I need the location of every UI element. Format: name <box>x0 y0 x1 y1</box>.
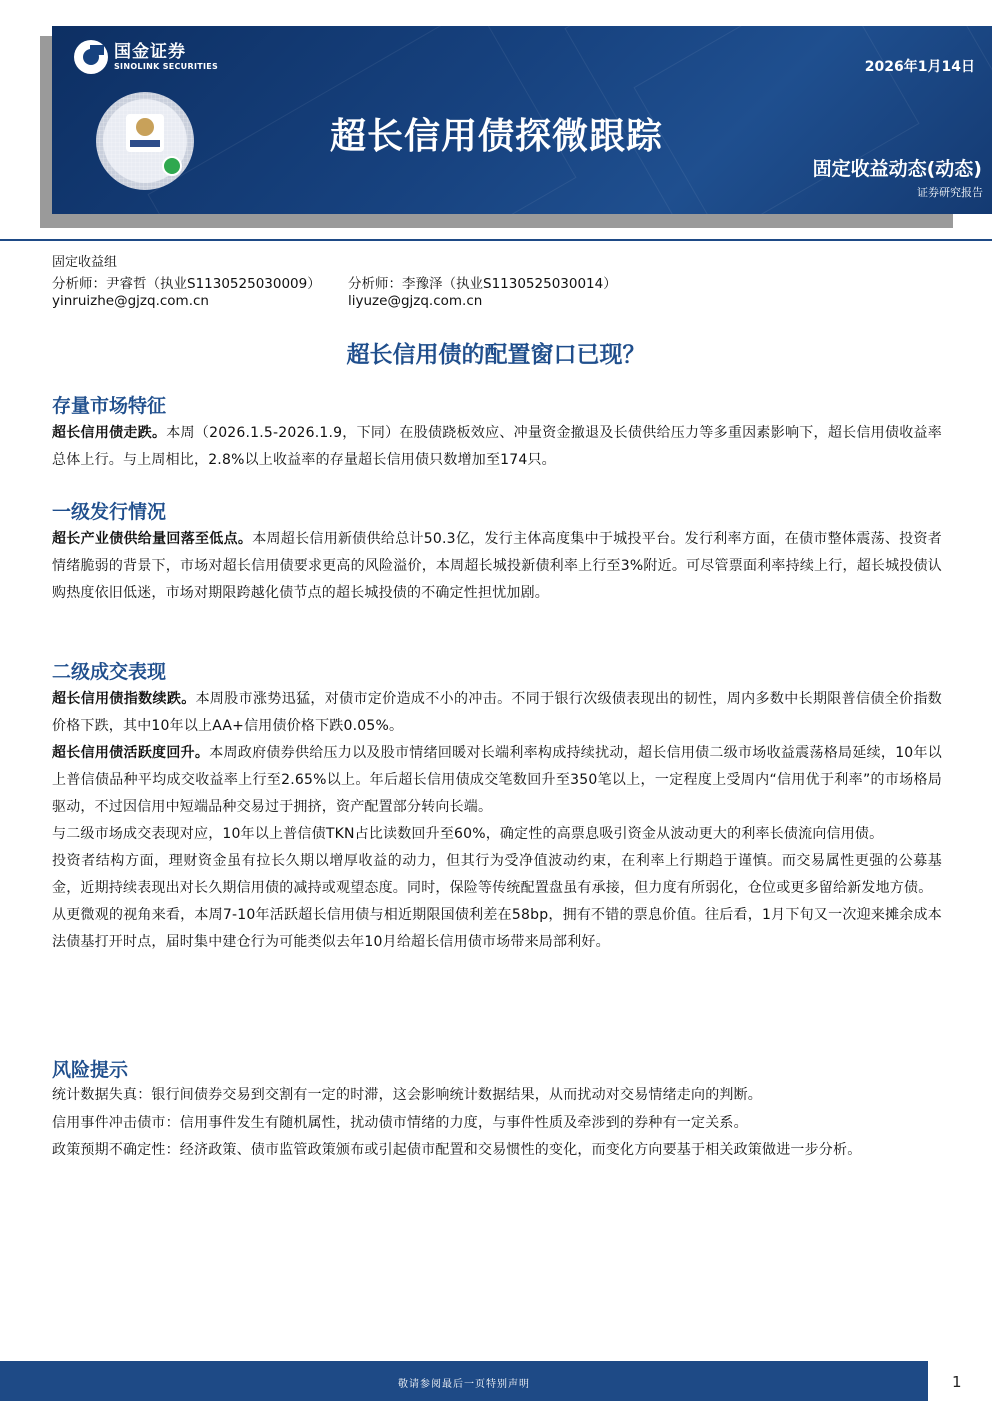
section-heading: 二级成交表现 <box>52 661 167 683</box>
report-main-title: 超长信用债的配置窗口已现？ <box>346 342 646 368</box>
report-category: 证券研究报告 <box>917 186 983 199</box>
footer-disclaimer: 敬请参阅最后一页特别声明 <box>398 1379 530 1390</box>
section-risk <box>52 1058 942 1165</box>
logo-text-cn: 国金证券 <box>114 41 186 62</box>
report-type: 固定收益动态(动态) <box>812 158 982 180</box>
team-name: 固定收益组 <box>52 255 118 270</box>
section-heading: 存量市场特征 <box>52 395 167 417</box>
analyst-1: 分析师：尹睿哲（执业S1130525030009） <box>52 276 321 292</box>
paragraph-text: 本周超长信用新债供给总计50.3亿，发行主体高度集中于城投平台。发行利率方面，在债市整体震荡、投资者情绪脆弱的背景下，市场对超长信用债要求更高的风险溢价，本周超长城投新债利率上行至3%附近。可尽管票面利率持续上行，超长城投债认购热度依旧低迷，市场对期限跨越化债节点的超长城投债的不确定性担忧加剧。 <box>52 531 942 601</box>
paragraph-lead: 超长信用债活跃度回升。 <box>52 745 210 761</box>
paragraph <box>52 420 942 474</box>
section-primary-issuance <box>52 500 942 607</box>
section-heading: 一级发行情况 <box>52 501 167 523</box>
logo-icon <box>74 40 108 74</box>
section-heading: 风险提示 <box>52 1059 129 1081</box>
mini-program-icon <box>162 156 182 176</box>
page-number: 1 <box>952 1373 962 1391</box>
email-line <box>52 293 482 309</box>
paragraph: 从更微观的视角来看，本周7-10年活跃超长信用债与相近期限国债利差在58bp，拥有不错的票息价值。往后看，1月下旬又一次迎来摊余成本法债基打开时点，届时集中建仓行为可能类似去年10月给超长信用债市场带来局部利好。 <box>52 907 942 950</box>
risk-item: 统计数据失真：银行间债券交易到交割有一定的时滞，这会影响统计数据结果，从而扰动对交易情绪走向的判断。 <box>52 1087 762 1103</box>
section-stock-market <box>52 394 942 474</box>
paragraph-lead: 超长信用债指数续跌。 <box>52 691 196 707</box>
section-secondary-trading <box>52 660 942 956</box>
paragraph-text: 本周政府债券供给压力以及股市情绪回暖对长端利率构成持续扰动，超长信用债二级市场收益震荡格局延续，10年以上普信债品种平均成交收益率上行至2.65%以上。年后超长信用债成交笔数回升至350笔以上，一定程度上受周内“信用优于利率”的市场格局驱动，不过因信用中短端品种交易过于拥挤，资产配置部分转向长端。 <box>52 745 943 815</box>
paragraph <box>52 526 942 607</box>
paragraph-text: 本周（2026.1.5-2026.1.9，下同）在股债跷板效应、冲量资金撤退及长债供给压力等多重因素影响下，超长信用债收益率总体上行。与上周相比，2.8%以上收益率的存量超长信用债只数增加至174只。 <box>52 425 942 468</box>
brand-logo <box>74 40 218 74</box>
analyst-1-email[interactable]: yinruizhe@gjzq.com.cn <box>52 293 209 309</box>
paragraph-text: 本周股市涨势迅猛，对债市定价造成不小的冲击。不同于银行次级债表现出的韧性，周内多数中长期限普信债全价指数价格下跌，其中10年以上AA+信用债价格下跌0.05%。 <box>52 691 942 734</box>
header-banner <box>52 26 992 214</box>
logo-text-en: SINOLINK SECURITIES <box>114 61 219 71</box>
paragraph <box>52 686 942 740</box>
header-divider <box>0 239 992 241</box>
paragraph: 与二级市场成交表现对应，10年以上普信债TKN占比读数回升至60%，确定性的高票息吸引资金从波动更大的利率长债流向信用债。 <box>52 826 884 842</box>
paragraph <box>52 740 942 821</box>
qr-center-logo-icon <box>126 114 164 152</box>
paragraph: 投资者结构方面，理财资金虽有拉长久期以增厚收益的动力，但其行为受净值波动约束，在利率上行期趋于谨慎。而交易属性更强的公募基金，近期持续表现出对长久期信用债的减持或观望态度。同时，保险等传统配置盘虽有承接，但力度有所弱化，仓位或更多留给新发地方债。 <box>52 853 942 896</box>
risk-item: 政策预期不确定性：经济政策、债市监管政策颁布或引起债市配置和交易惯性的变化，而变化方向要基于相关政策做进一步分析。 <box>52 1142 862 1158</box>
risk-item: 信用事件冲击债市：信用事件发生有随机属性，扰动债市情绪的力度，与事件性质及牵涉到的券种有一定关系。 <box>52 1114 748 1131</box>
qr-code-icon <box>96 92 194 190</box>
analyst-2-email[interactable]: liyuze@gjzq.com.cn <box>348 293 483 309</box>
paragraph-lead: 超长产业债供给量回落至低点。 <box>52 531 253 547</box>
report-series-title: 超长信用债探微跟踪 <box>330 116 664 157</box>
report-date: 2026年1月14日 <box>864 59 975 75</box>
analyst-line <box>52 272 617 292</box>
analyst-2: 分析师：李豫泽（执业S1130525030014） <box>348 276 617 292</box>
paragraph-lead: 超长信用债走跌。 <box>52 425 167 441</box>
